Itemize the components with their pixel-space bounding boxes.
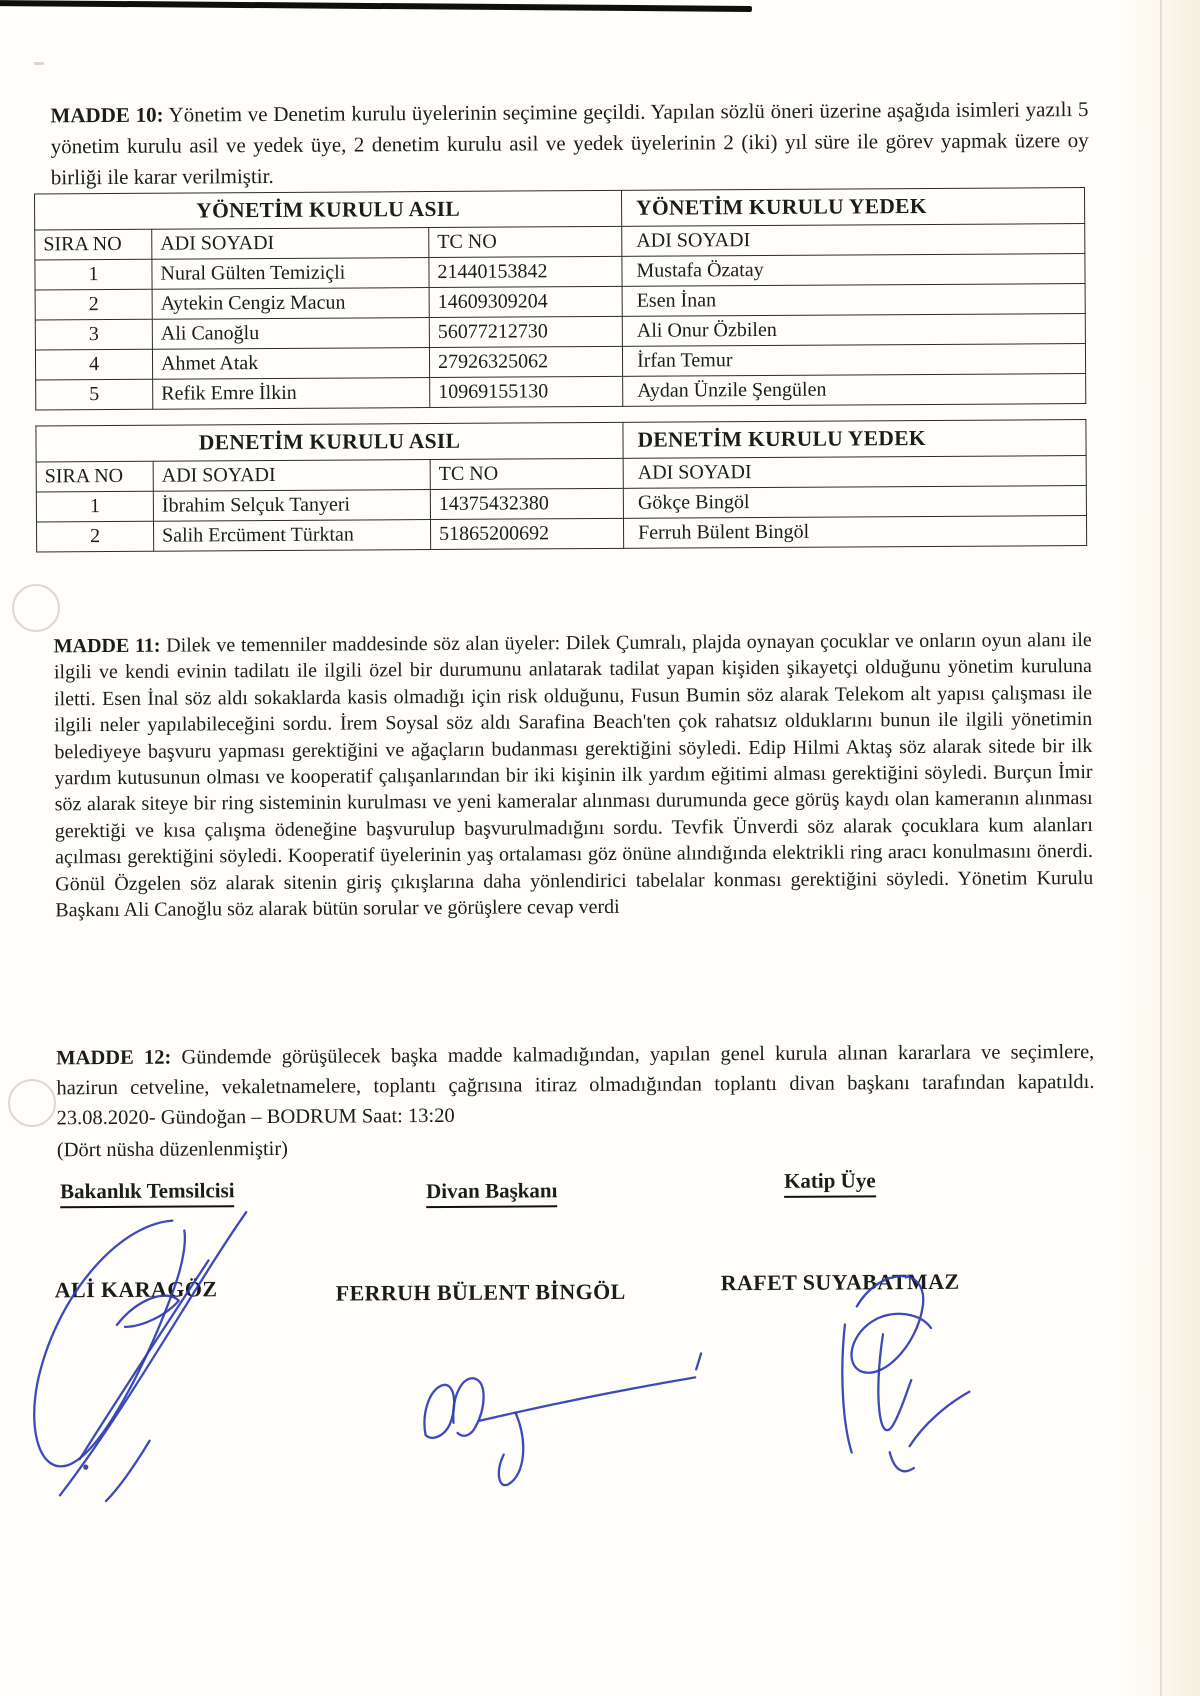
column-header-yedek-adi-soyadi: ADI SOYADI <box>622 224 1085 257</box>
madde11-label: MADDE 11: <box>53 634 161 658</box>
table-row <box>36 516 1086 552</box>
column-header-adi-soyadi: ADI SOYADI <box>152 228 429 260</box>
column-header-tc-no: TC NO <box>429 226 622 257</box>
cell-yedek-adi-soyadi: Mustafa Özatay <box>622 254 1085 287</box>
cell-sira-no: 3 <box>35 319 152 350</box>
yonetim-kurulu-table <box>34 187 1086 410</box>
cell-tc-no: 27926325062 <box>429 346 622 377</box>
signature-title-bakanlik-temsilcisi: Bakanlık Temsilcisi <box>60 1178 235 1208</box>
handwritten-signature-rafet-suyabatmaz <box>761 1263 1042 1505</box>
copies-note: (Dört nüsha düzenlenmiştir) <box>56 1137 289 1162</box>
column-header-adi-soyadi: ADI SOYADI <box>153 460 430 492</box>
madde10-label: MADDE 10: <box>50 102 164 128</box>
cell-tc-no: 10969155130 <box>430 376 623 407</box>
cell-tc-no: 14375432380 <box>430 488 623 519</box>
cell-yedek-adi-soyadi: Esen İnan <box>622 284 1085 317</box>
handwritten-signature-ali-karagoz <box>0 1202 338 1504</box>
cell-yedek-adi-soyadi: Gökçe Bingöl <box>623 486 1086 519</box>
cell-yedek-adi-soyadi: Aydan Ünzile Şengülen <box>623 374 1086 407</box>
cell-tc-no: 21440153842 <box>429 256 622 287</box>
cell-tc-no: 56077212730 <box>429 316 622 347</box>
madde12-label: MADDE 12: <box>56 1046 172 1070</box>
cell-adi-soyadi: Refik Emre İlkin <box>153 378 430 410</box>
madde12-paragraph <box>56 1037 1095 1165</box>
cell-tc-no: 14609309204 <box>429 286 622 317</box>
cell-adi-soyadi: İbrahim Selçuk Tanyeri <box>153 490 430 522</box>
cell-yedek-adi-soyadi: Ali Onur Özbilen <box>622 314 1085 347</box>
cell-sira-no: 1 <box>35 259 152 290</box>
column-header-yedek-adi-soyadi: ADI SOYADI <box>623 456 1086 489</box>
madde11-text: Dilek ve temenniler maddesinde söz alan üyeler: Dilek Çumralı, plajda oynayan çocuklar ve onların oyun alanı ile ilgili ve kendi evinin tadilatı ile ilgili özel bir durumunu anlatarak tadilat yapan kişiden şikayetçi olduğunu yönetim kuruluna iletti. Esen İnal söz aldı sokaklarda kasis olmadığı için risk olduğunu, Fusun Bumin söz alarak Telekom alt yapısı çalışması ile ilgili neler yapılabileceğini sordu. İrem Soysal söz aldı Sarafina Beach'ten çok rahatsız olduklarını bunun ile ilgili yönetimin belediyeye başvuru yapması gerektiğini ve ağaçların budanması gerektiğini söyledi. Edip Hilmi Aktaş söz alarak sitede bir ilk yardım kutusunun olması ve kooperatif çalışanlarından bir iki kişinin ilk yardım eğitimi alması gerektiğini söyledi. Burçun İmir söz alarak siteye bir ring sisteminin kurulması ve yeni kameralar alınması durumunda gece görüş kaydı olan kameranın alınması gerektiği ve kısa çalışma ödeneğine başvurulup başvurulmadığını sordu. Tevfik Ünverdi söz alarak çocuklara kum alanları açılması gerektiğini söyledi. Kooperatif üyelerinin yaş ortalaması göz önüne alındığında elektrikli ring aracı konulmasını önerdi. Gönül Özgelen söz alarak sitenin giriş çıkışlarına daha yönlendirici tabelalar konması gerektiğini söyledi. Yönetim Kurulu Başkanı Ali Canoğlu söz alarak bütün sorular ve görüşlere cevap verdi <box>53 628 1094 922</box>
cell-sira-no: 2 <box>35 289 152 320</box>
handwritten-signature-ferruh-bulent-bingol <box>401 1321 722 1493</box>
signer-name-ali-karagoz: ALİ KARAGÖZ <box>54 1276 218 1303</box>
cell-adi-soyadi: Salih Ercüment Türktan <box>153 520 430 552</box>
signer-name-rafet-suyabatmaz: RAFET SUYABATMAZ <box>720 1268 960 1296</box>
column-header-sira-no: SIRA NO <box>36 461 153 492</box>
column-header-tc-no: TC NO <box>430 458 623 489</box>
signature-title-katip-uye: Katip Üye <box>784 1168 876 1198</box>
denetim-asil-title: DENETİM KURULU ASIL <box>36 422 623 462</box>
denetim-kurulu-table <box>35 419 1087 552</box>
cell-sira-no: 5 <box>36 379 153 410</box>
table-row <box>36 374 1086 410</box>
signer-name-ferruh-bulent-bingol: FERRUH BÜLENT BİNGÖL <box>335 1278 626 1306</box>
cell-yedek-adi-soyadi: İrfan Temur <box>622 344 1085 377</box>
madde12-text: Gündemde görüşülecek başka madde kalmadığından, yapılan genel kurula alınan kararlara ve seçimlere, hazirun cetveline, vekaletnamelere, toplantı çağrısına itiraz olmadığından toplantı divan başkanı tarafından kapatıldı. 23.08.2020- Gündoğan – BODRUM Saat: 13:20 <box>56 1040 1095 1130</box>
cell-sira-no: 4 <box>35 349 152 380</box>
signature-title-divan-baskani: Divan Başkanı <box>426 1178 557 1208</box>
cell-adi-soyadi: Nural Gülten Temiziçli <box>152 258 429 290</box>
madde10-text: Yönetim ve Denetim kurulu üyelerinin seçimine geçildi. Yapılan sözlü öneri üzerine aşağıda isimleri yazılı 5 yönetim kurulu asil ve yedek üye, 2 denetim kurulu asil ve yedek üyelerinin 2 (iki) yıl süre ile görev yapmak üzere oy birliği ile karar verilmiştir. <box>50 97 1089 190</box>
cell-sira-no: 2 <box>36 521 153 552</box>
cell-sira-no: 1 <box>36 491 153 522</box>
cell-adi-soyadi: Ali Canoğlu <box>152 318 429 350</box>
column-header-sira-no: SIRA NO <box>35 229 152 260</box>
cell-yedek-adi-soyadi: Ferruh Bülent Bingöl <box>624 516 1087 549</box>
madde11-paragraph <box>54 627 1094 924</box>
yonetim-yedek-title: YÖNETİM KURULU YEDEK <box>621 188 1084 227</box>
madde10-paragraph <box>50 94 1089 193</box>
cell-tc-no: 51865200692 <box>430 518 623 549</box>
cell-adi-soyadi: Ahmet Atak <box>152 348 429 380</box>
cell-adi-soyadi: Aytekin Cengiz Macun <box>152 288 429 320</box>
denetim-yedek-title: DENETİM KURULU YEDEK <box>623 420 1086 459</box>
yonetim-asil-title: YÖNETİM KURULU ASIL <box>34 190 621 230</box>
